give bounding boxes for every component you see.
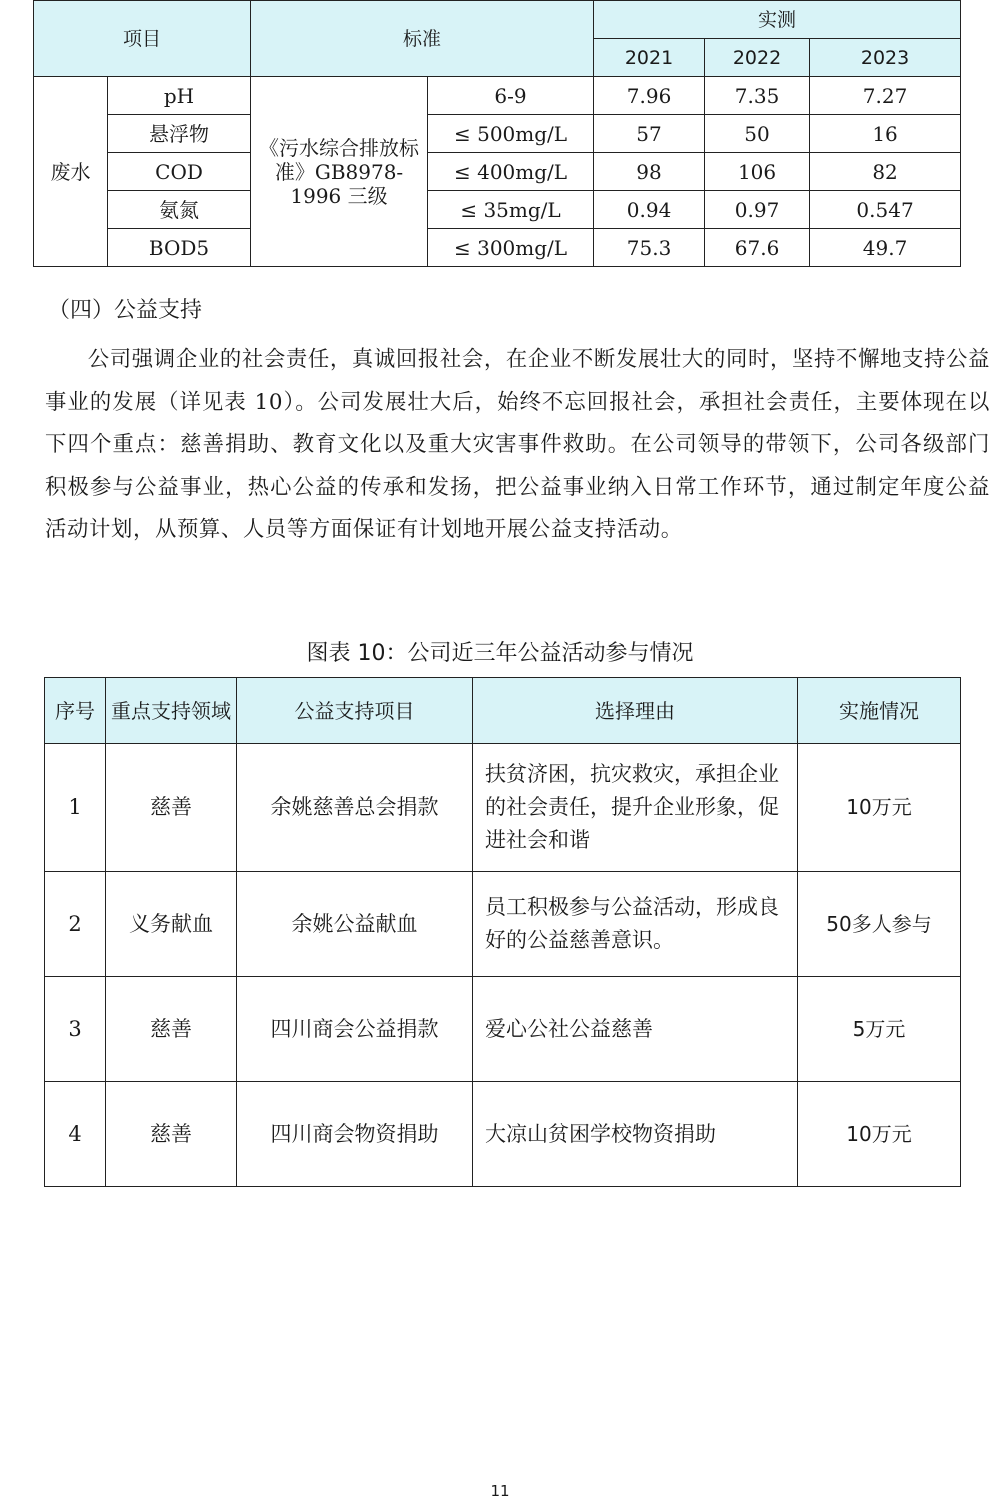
pollutant-name: pH [108, 77, 251, 115]
header-year: 2022 [705, 39, 810, 77]
support-field: 慈善 [106, 977, 237, 1082]
standard-name: 《污水综合排放标准》GB8978-1996 三级 [251, 77, 428, 267]
category-cell: 废水 [34, 77, 108, 267]
table-row [45, 977, 961, 1082]
row-number: 1 [45, 744, 106, 872]
selection-reason: 爱心公社公益慈善 [473, 977, 798, 1082]
header-year: 2021 [594, 39, 705, 77]
implementation-status: 10万元 [798, 1082, 961, 1187]
project-name: 余姚慈善总会捐款 [237, 744, 473, 872]
pollutant-name: 悬浮物 [108, 115, 251, 153]
table-row [34, 77, 961, 115]
limit-value: ≤ 35mg/L [428, 191, 594, 229]
measured-2023: 49.7 [810, 229, 961, 267]
limit-value: ≤ 500mg/L [428, 115, 594, 153]
pollutant-name: BOD5 [108, 229, 251, 267]
table-row [34, 115, 961, 153]
pollutant-name: COD [108, 153, 251, 191]
row-number: 2 [45, 872, 106, 977]
limit-value: 6-9 [428, 77, 594, 115]
row-number: 3 [45, 977, 106, 1082]
project-name: 余姚公益献血 [237, 872, 473, 977]
table-row [34, 229, 961, 267]
header-standard: 标准 [251, 1, 594, 77]
measured-2021: 7.96 [594, 77, 705, 115]
header-field: 重点支持领域 [106, 678, 237, 744]
table-row [34, 153, 961, 191]
measured-2022: 50 [705, 115, 810, 153]
header-measured: 实测 [594, 1, 961, 39]
measured-2021: 0.94 [594, 191, 705, 229]
support-field: 义务献血 [106, 872, 237, 977]
measured-2022: 106 [705, 153, 810, 191]
project-name: 四川商会公益捐款 [237, 977, 473, 1082]
page-number: 11 [490, 1482, 510, 1500]
implementation-status: 5万元 [798, 977, 961, 1082]
table-row [45, 872, 961, 977]
implementation-status: 10万元 [798, 744, 961, 872]
table-caption: 图表 10：公司近三年公益活动参与情况 [306, 641, 694, 666]
section-heading: （四）公益支持 [48, 298, 203, 323]
measured-2023: 16 [810, 115, 961, 153]
measured-2022: 67.6 [705, 229, 810, 267]
measured-2021: 98 [594, 153, 705, 191]
header-no: 序号 [45, 678, 106, 744]
measured-2022: 7.35 [705, 77, 810, 115]
row-number: 4 [45, 1082, 106, 1187]
measured-2021: 75.3 [594, 229, 705, 267]
measured-2021: 57 [594, 115, 705, 153]
limit-value: ≤ 400mg/L [428, 153, 594, 191]
header-reason: 选择理由 [473, 678, 798, 744]
project-name: 四川商会物资捐助 [237, 1082, 473, 1187]
measured-2022: 0.97 [705, 191, 810, 229]
measured-2023: 0.547 [810, 191, 961, 229]
body-paragraph: 公司强调企业的社会责任，真诚回报社会，在企业不断发展壮大的同时，坚持不懈地支持公益事业的发展（详见表 10）。公司发展壮大后，始终不忘回报社会，承担社会责任，主要体现在以下四个重点：慈善捐助、教育文化以及重大灾害事件救助。在公司领导的带领下，公司各级部门积极参与公益事业，热心公益的传承和发扬，把公益事业纳入日常工作环节，通过制定年度公益活动计划，从预算、人员等方面保证有计划地开展公益支持活动。 [45, 347, 990, 542]
support-field: 慈善 [106, 744, 237, 872]
implementation-status: 50多人参与 [798, 872, 961, 977]
wastewater-monitoring-table [33, 0, 961, 267]
header-item: 项目 [34, 1, 251, 77]
measured-2023: 7.27 [810, 77, 961, 115]
measured-2023: 82 [810, 153, 961, 191]
header-project: 公益支持项目 [237, 678, 473, 744]
selection-reason: 扶贫济困，抗灾救灾，承担企业的社会责任，提升企业形象，促进社会和谐 [473, 744, 798, 872]
header-status: 实施情况 [798, 678, 961, 744]
header-year: 2023 [810, 39, 961, 77]
selection-reason: 员工积极参与公益活动，形成良好的公益慈善意识。 [473, 872, 798, 977]
public-welfare-table [44, 677, 961, 1187]
pollutant-name: 氨氮 [108, 191, 251, 229]
limit-value: ≤ 300mg/L [428, 229, 594, 267]
table-row [34, 191, 961, 229]
table-row [45, 744, 961, 872]
selection-reason: 大凉山贫困学校物资捐助 [473, 1082, 798, 1187]
support-field: 慈善 [106, 1082, 237, 1187]
table-row [45, 1082, 961, 1187]
